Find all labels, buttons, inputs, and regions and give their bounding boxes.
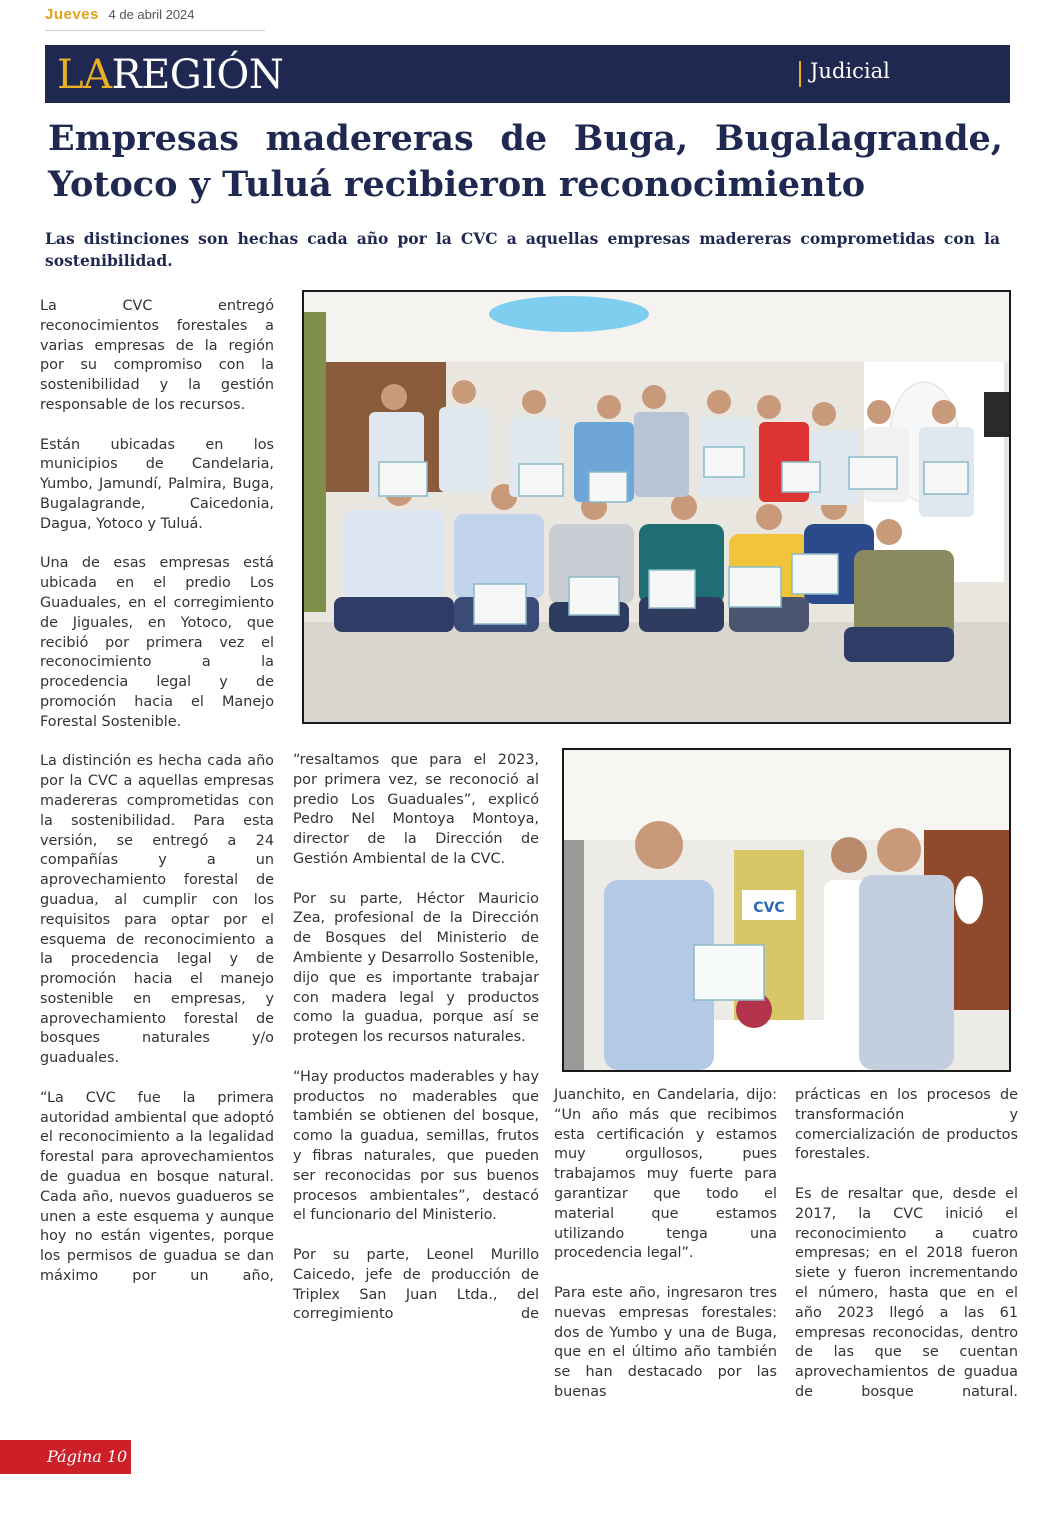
- logo-la: LA: [57, 52, 112, 98]
- award-photo-illustration: [564, 750, 1009, 1070]
- dateline: [45, 6, 195, 23]
- paragraph: Están ubicadas en los municipios de Candelaria, Yumbo, Jamundí, Palmira, Buga, Bugalagrande, Caicedonia, Dagua, Yotoco y Tuluá.: [40, 436, 274, 532]
- paragraph: Para este año, ingresaron tres nuevas empresas forestales: dos de Yumbo y una de Buga, que en el último año también se han destacado por las buenas: [554, 1284, 777, 1400]
- paragraph: La distinción es hecha cada año por la CVC a aquellas empresas madereras comprometidas con la sostenibilidad. Para esta versión, se entregó a 24 compañías y a un aprovechamiento forestal de guadua, al cumplir con los requisitos para optar por el esquema de reconocimiento a la procedencia legal y de promoción hacia el manejo sostenible en empresas, y aprovechamiento forestal de bosques naturales y/o guaduales.: [40, 753, 274, 1067]
- article-column-2: [293, 751, 539, 1325]
- logo-region: REGIÓN: [111, 52, 284, 98]
- group-photo: [302, 290, 1011, 724]
- paragraph: Juanchito, en Candelaria, dijo: “Un año más que recibimos esta certificación y estamos muy orgullosos, pues trabajamos muy fuerte para garantizar que todo el material que estamos utilizando tenga una procedencia legal”.: [554, 1087, 777, 1262]
- paragraph: “La CVC fue la primera autoridad ambiental que adoptó el reconocimiento a la legalidad forestal para aprovechamientos de guadua en bosque natural. Cada año, nuevos guadueros se unen a este esquema y aunque hoy no están vigentes, porque los permisos de guadua se dan máximo por un año,: [40, 1089, 274, 1285]
- paragraph: Una de esas empresas está ubicada en el predio Los Guaduales, en el corregimiento de Jiguales, en Yotoco, que recibió por primera vez el reconocimiento a la procedencia legal y de promoción hacia el Manejo Forestal Sostenible.: [40, 555, 274, 730]
- headline: Empresas madereras de Buga, Bugalagrande, Yotoco y Tuluá recibieron reconocimiento: [48, 118, 1003, 205]
- section-label: Judicial: [810, 59, 890, 83]
- lead-paragraph: Las distinciones son hechas cada año por la CVC a aquellas empresas madereras comprometidas con la sostenibilidad.: [45, 229, 1000, 270]
- paragraph: Es de resaltar que, desde el 2017, la CVC inició el reconocimiento a cuatro empresas; en el 2018 fueron siete y fueron incrementando el número, hasta que en el año 2023 llegó a las 61 empresas reconocidas, dentro de las que se cuentan aprovechamientos de guadua de bosque natural.: [795, 1185, 1018, 1400]
- cvc-banner-text: CVC: [753, 900, 785, 916]
- award-photo: [562, 748, 1011, 1072]
- paragraph: Por su parte, Héctor Mauricio Zea, profesional de la Dirección de Bosques del Ministerio de Ambiente y Desarrollo Sostenible, dijo que es importante trabajar con madera legal y productos como la guadua, porque así se protegen los recursos naturales.: [293, 890, 539, 1046]
- paragraph: “Hay productos maderables y hay productos no maderables que también se obtienen del bosque, como la guadua, semillas, frutos y fibras naturales, que pueden ser reconocidas por sus buenos procesos ambientales”, destacó el funcionario del Ministerio.: [293, 1068, 539, 1224]
- section-divider: [799, 61, 801, 87]
- article-column-4: [795, 1086, 1018, 1403]
- article-column-3: [554, 1086, 777, 1403]
- page-number-tab: Página 10: [0, 1440, 131, 1474]
- masthead: [45, 45, 1010, 103]
- paragraph: “resaltamos que para el 2023, por primera vez, se reconoció al predio Los Guaduales”, explicó Pedro Nel Montoya Montoya, director de la Dirección de Gestión Ambiental de la CVC.: [293, 752, 539, 867]
- dateline-day: Jueves: [45, 6, 99, 23]
- dateline-divider: [45, 30, 265, 31]
- paragraph: La CVC entregó reconocimientos forestales a varias empresas de la región por su compromiso con la sostenibilidad y la gestión responsable de los recursos.: [40, 298, 274, 413]
- article-column-1: [40, 297, 274, 1287]
- newspaper-logo: [57, 51, 283, 99]
- group-photo-illustration: [304, 292, 1009, 722]
- paragraph: Por su parte, Leonel Murillo Caicedo, jefe de producción de Triplex San Juan Ltda., del corregimiento de: [293, 1246, 539, 1323]
- dateline-date: 4 de abril 2024: [108, 7, 195, 22]
- paragraph: prácticas en los procesos de transformación y comercialización de productos forestales.: [795, 1087, 1018, 1163]
